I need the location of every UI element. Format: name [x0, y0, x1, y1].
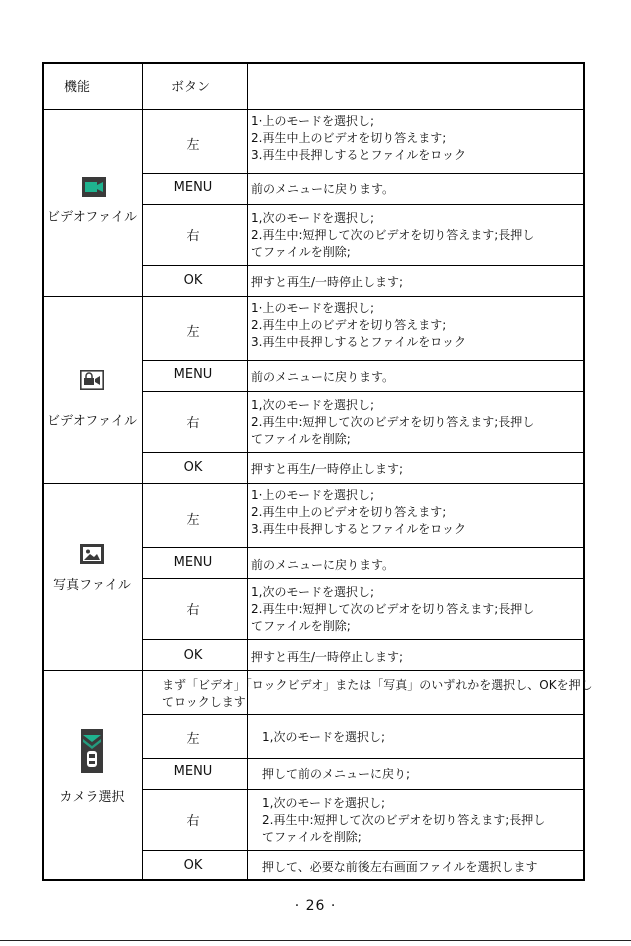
page-number: · 26 · — [294, 898, 337, 914]
col-divider-2 — [247, 64, 248, 879]
row-desc: 1,次のモードを選択し; 2.再生中:短押して次のビデオを切り答えます;長押し てファイルを削除; — [262, 796, 546, 844]
video-camera-icon — [82, 177, 106, 197]
row-rule — [143, 265, 583, 266]
car-camera-icon — [81, 729, 103, 773]
function-name: カメラ選択 — [59, 790, 125, 805]
row-desc: 1,次のモードを選択し; 2.再生中:短押して次のビデオを切り答えます;長押し てファイルを削除; — [251, 398, 535, 446]
button-menu: MENU — [173, 367, 213, 382]
row-desc: 押すと再生/一時停止します; — [251, 275, 404, 289]
row-rule — [143, 850, 583, 851]
section-rule — [44, 483, 583, 484]
row-desc: 1,次のモードを選択し; — [262, 730, 386, 744]
button-ok: OK — [183, 273, 203, 288]
row-desc: 1,次のモードを選択し; 2.再生中:短押して次のビデオを切り答えます;長押し てファイルを削除; — [251, 585, 535, 633]
function-name: ビデオファイル — [46, 414, 138, 429]
section-rule — [44, 296, 583, 297]
function-name: ビデオファイル — [46, 210, 138, 225]
row-rule — [143, 639, 583, 640]
header-function: 機能 — [64, 80, 91, 95]
manual-table — [42, 62, 593, 881]
button-menu: MENU — [173, 764, 213, 779]
button-ok: OK — [183, 858, 203, 873]
row-desc: 前のメニューに戻ります。 — [251, 558, 395, 572]
button-left: 左 — [186, 325, 200, 340]
row-rule — [143, 452, 583, 453]
row-rule — [143, 360, 583, 361]
bottom-rule — [0, 940, 631, 941]
row-desc: 押して、必要な前後左右画面ファイルを選択します — [262, 860, 538, 874]
row-desc: 押すと再生/一時停止します; — [251, 462, 404, 476]
row-rule — [143, 547, 583, 548]
button-right: 右 — [186, 603, 200, 618]
section-rule — [44, 670, 583, 671]
function-name: 写真ファイル — [53, 578, 131, 593]
row-rule — [143, 173, 583, 174]
button-left: 左 — [186, 513, 200, 528]
row-desc: 押して前のメニューに戻り; — [262, 767, 411, 781]
button-ok: OK — [183, 460, 203, 475]
photo-icon — [80, 544, 104, 564]
row-desc: 前のメニューに戻ります。 — [251, 182, 395, 196]
header-button: ボタン — [171, 80, 211, 95]
button-ok: OK — [183, 648, 203, 663]
button-menu: MENU — [173, 180, 213, 195]
row-desc: 1,次のモードを選択し; 2.再生中:短押して次のビデオを切り答えます;長押し てファイルを削除; — [251, 211, 535, 259]
button-left: 左 — [186, 138, 200, 153]
intro-text: まず「ビデオ」「ロックビデオ」または「写真」のいずれかを選択し、OKを押し てロックします — [162, 678, 593, 709]
row-desc: 押すと再生/一時停止します; — [251, 650, 404, 664]
button-menu: MENU — [173, 555, 213, 570]
row-rule — [143, 578, 583, 579]
row-desc: 1·上のモードを選択し; 2.再生中上のビデオを切り答えます; 3.再生中長押しするとファイルをロック — [251, 114, 466, 162]
header-rule — [44, 109, 583, 110]
button-right: 右 — [186, 814, 200, 829]
button-left: 左 — [186, 732, 200, 747]
row-rule — [143, 204, 583, 205]
row-desc: 1·上のモードを選択し; 2.再生中上のビデオを切り答えます; 3.再生中長押しするとファイルをロック — [251, 301, 466, 349]
row-rule — [143, 789, 583, 790]
button-right: 右 — [186, 416, 200, 431]
row-rule — [143, 758, 583, 759]
locked-video-icon — [80, 370, 104, 390]
row-desc: 1·上のモードを選択し; 2.再生中上のビデオを切り答えます; 3.再生中長押しするとファイルをロック — [251, 488, 466, 536]
row-rule — [143, 714, 583, 715]
button-right: 右 — [186, 229, 200, 244]
row-rule — [143, 391, 583, 392]
row-desc: 前のメニューに戻ります。 — [251, 370, 395, 384]
